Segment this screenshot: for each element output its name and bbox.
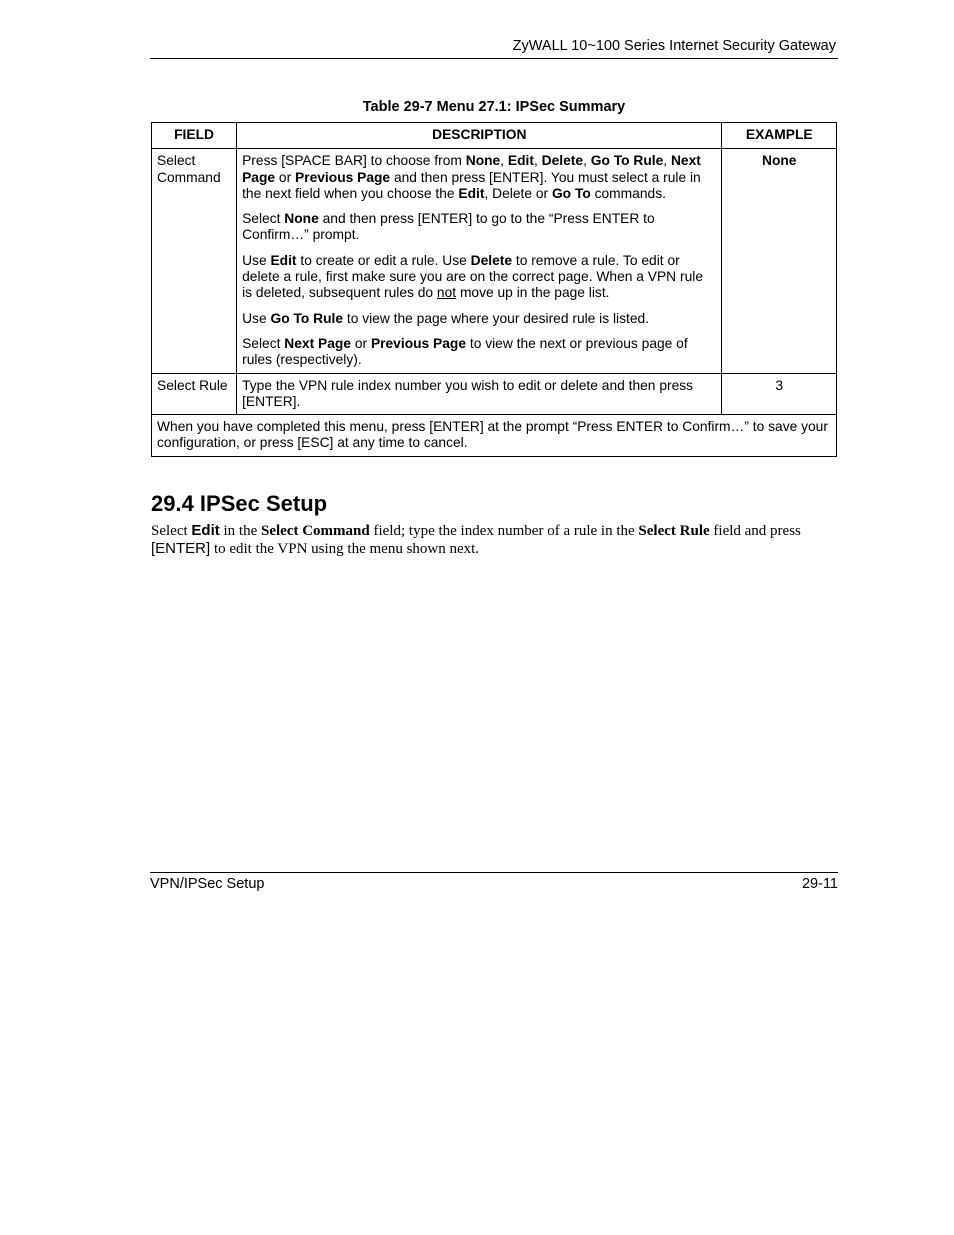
table-note-row xyxy=(152,415,837,457)
table-footer-note: When you have completed this menu, press [ENTER] at the prompt “Press ENTER to Confirm…” to save your configuration, or press [ESC] at any time to cancel. xyxy=(152,415,837,457)
text: to view the page where your desired rule is listed. xyxy=(343,310,650,326)
description-paragraph xyxy=(242,311,716,327)
header-title: ZyWALL 10~100 Series Internet Security Gateway xyxy=(512,38,836,54)
text: , xyxy=(583,153,591,169)
text: Go To Rule xyxy=(590,153,664,169)
column-header-field: FIELD xyxy=(152,123,237,149)
text: not xyxy=(436,285,457,301)
text: field and press xyxy=(709,523,801,539)
description-paragraph xyxy=(242,153,716,202)
text: Select Command xyxy=(261,523,370,539)
text: Use xyxy=(242,252,271,268)
text: field; type the index number of a rule in the xyxy=(369,523,639,539)
text: to create or edit a rule. Use xyxy=(296,252,471,268)
text: Delete xyxy=(470,252,513,268)
column-header-description: DESCRIPTION xyxy=(237,123,722,149)
example-cell: None xyxy=(722,149,837,373)
text: , xyxy=(663,153,671,169)
text: Select xyxy=(242,335,285,351)
text: to view the next or previous page of rules (respectively). xyxy=(242,335,688,368)
page-number: 29-11 xyxy=(801,876,838,892)
description-cell: Type the VPN rule index number you wish to edit or delete and then press [ENTER]. xyxy=(237,373,722,415)
ipsec-summary-table xyxy=(151,122,837,457)
text: or xyxy=(275,169,296,185)
table-caption: Table 29-7 Menu 27.1: IPSec Summary xyxy=(362,99,626,115)
description-cell xyxy=(237,149,722,373)
text: or xyxy=(351,335,371,351)
text: , xyxy=(500,153,508,169)
text: Go To Rule xyxy=(270,310,344,326)
column-header-example: EXAMPLE xyxy=(722,123,837,149)
table-row xyxy=(152,149,837,373)
text: None xyxy=(284,211,319,227)
text: Edit xyxy=(458,185,485,201)
text: to remove a rule. To edit or delete a rule, first make sure you are on the correct page. When a VPN rule is deleted, subsequent rules do xyxy=(242,252,703,301)
text: commands. xyxy=(590,185,666,201)
page-footer xyxy=(150,872,838,892)
text: , Delete or xyxy=(484,185,552,201)
text: and then press [ENTER] to go to the “Press ENTER to Confirm…” prompt. xyxy=(242,211,655,243)
description-paragraph xyxy=(242,211,716,244)
page-header xyxy=(150,38,838,59)
text: [ENTER] xyxy=(151,540,211,557)
text: Next Page xyxy=(242,153,701,185)
field-cell: Select Command xyxy=(152,149,237,373)
text: Use xyxy=(242,310,271,326)
description-paragraph xyxy=(242,253,716,302)
table-row xyxy=(152,373,837,415)
text: move up in the page list. xyxy=(456,285,610,301)
text: Next Page xyxy=(284,335,351,351)
section-heading: 29.4 IPSec Setup xyxy=(151,491,328,516)
text: None xyxy=(465,153,501,169)
section-body xyxy=(151,522,841,558)
example-cell: 3 xyxy=(722,373,837,415)
text: Previous Page xyxy=(295,169,391,185)
text: Previous Page xyxy=(370,335,467,351)
text: Edit xyxy=(507,153,534,169)
table-header-row xyxy=(152,123,837,149)
footer-section-title: VPN/IPSec Setup xyxy=(150,876,265,892)
text: , xyxy=(533,153,542,169)
description-paragraph xyxy=(242,336,716,369)
text: Select xyxy=(242,211,285,227)
field-cell: Select Rule xyxy=(152,373,237,415)
text: Edit xyxy=(270,252,297,268)
text: in the xyxy=(219,523,261,539)
text: Select Rule xyxy=(638,523,710,539)
text: Press [SPACE BAR] to choose from xyxy=(242,153,466,169)
text: to edit the VPN using the menu shown next. xyxy=(210,541,480,557)
text: Go To xyxy=(551,185,591,201)
text: Delete xyxy=(541,153,584,169)
text: Select xyxy=(151,523,192,539)
text: Edit xyxy=(191,522,220,539)
text: and then press [ENTER]. You must select a rule in the next field when you choose the xyxy=(242,169,701,201)
